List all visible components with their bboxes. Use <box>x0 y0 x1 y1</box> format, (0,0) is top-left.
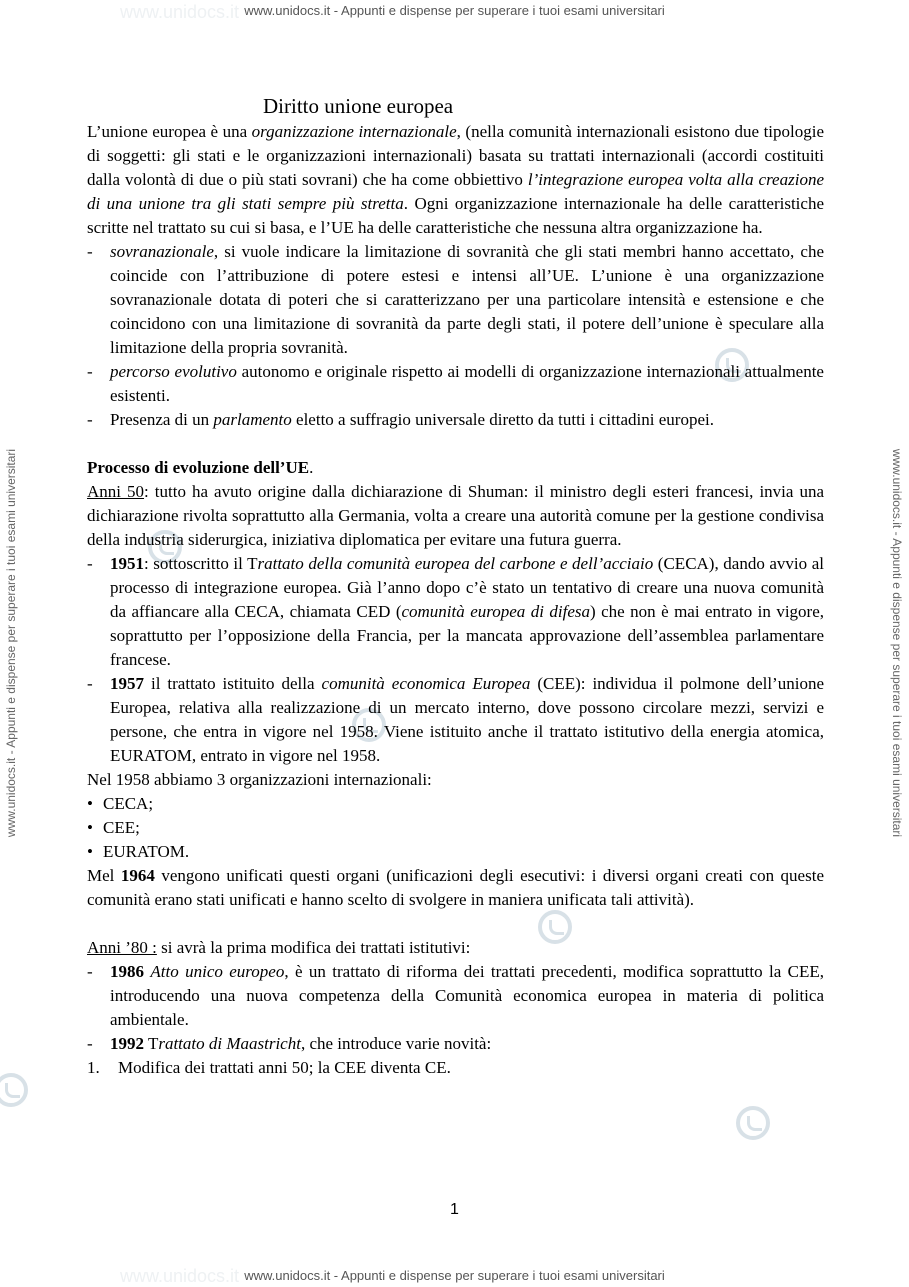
section-heading: Processo di evoluzione dell’UE. <box>87 458 314 477</box>
page-number: 1 <box>450 1201 459 1218</box>
document-body <box>87 92 824 1080</box>
document-title: Diritto unione europea <box>263 94 454 118</box>
list-item-1957: - 1957 il trattato istituito della comunità economica Europea (CEE): individua il polmone dell’unione Europea, relativa alla realizzazione di un mercato interno, dove possono circolare mezzi, servizi e persone, che entra in vigore nel 1958. Viene istituito anche il trattato istitutivo della energia atomica, EURATOM, entrato in vigore nel 1958. <box>87 674 824 765</box>
watermark-ghost-bottom: www.unidocs.it <box>120 1266 240 1286</box>
list-item: • CEE; <box>87 818 140 837</box>
orgs-intro: Nel 1958 abbiamo 3 organizzazioni internazionali: <box>87 770 432 789</box>
list-item: - sovranazionale, si vuole indicare la limitazione di sovranità che gli stati membri hanno accettato, che coincide con l’attribuzione di potere estesi e intensi all’UE. L’unione è una organizzazione sovranazionale dotata di poteri che si caratterizzano per una particolare intensità e estensione e che coincidono con una limitazione di sovranità da parte degli stati, il potere dell’unione è speculare alla limitazione della propria sovranità. <box>87 242 824 357</box>
list-item-1951: - 1951: sottoscritto il Trattato della comunità europea del carbone e dell’acciaio (CECA), dando avvio al processo di integrazione europea. Già l’anno dopo c’è stato un tentativo di creare una nuova comunità da affiancare alla CECA, chiamata CED (comunità europea di difesa) che non è mai entrato in vigore, soprattutto per l’opposizione della Francia, per la mancata approvazione dell’assemblea parlamentare francese. <box>87 554 825 669</box>
list-item-1992: - 1992 Trattato di Maastricht, che introduce varie novità: <box>87 1034 492 1053</box>
list-item: • CECA; <box>87 794 154 813</box>
list-item: - Presenza di un parlamento eletto a suffragio universale diretto da tutti i cittadini europei. <box>87 410 714 429</box>
watermark-banner-bottom: www.unidocs.it - Appunti e dispense per superare i tuoi esami universitari <box>244 1268 665 1283</box>
unification-paragraph: Mel 1964 vengono unificati questi organi (unificazioni degli esecutivi: i diversi organi creati con queste comunità erano stati unificati e hanno scelto di svolgere in maniera unificata tali attività). <box>87 866 824 909</box>
list-item: - percorso evolutivo autonomo e originale rispetto ai modelli di organizzazione internazionali attualmente esistenti. <box>87 362 824 405</box>
anni-80-paragraph: Anni ’80 : si avrà la prima modifica dei trattati istitutivi: <box>87 938 471 957</box>
watermark-logo-icon <box>736 1106 770 1140</box>
list-item-1986: - 1986 Atto unico europeo, è un trattato di riforma dei trattati precedenti, modifica soprattutto la CEE, introducendo una nuova competenza della Comunità economica europea in materia di politica ambientale. <box>87 962 825 1029</box>
watermark-ghost-top: www.unidocs.it <box>120 2 240 22</box>
watermark-side-right: www.unidocs.it - Appunti e dispense per superare i tuoi esami universitari <box>890 448 904 838</box>
numbered-item: 1. Modifica dei trattati anni 50; la CEE diventa CE. <box>87 1058 451 1077</box>
intro-paragraph: L’unione europea è una organizzazione internazionale, (nella comunità internazionali esistono due tipologie di soggetti: gli stati e le organizzazioni internazionali) basata su trattati internazionali (accordi costituiti dalla volontà di due o più stati sovrani) che ha come obbiettivo l’integrazione europea volta alla creazione di una unione tra gli stati sempre più stretta. Ogni organizzazione internazionale ha delle caratteristiche scritte nel trattato su cui si basa, e l’UE ha delle caratteristiche che nessuna altra organizzazione ha. <box>87 122 825 237</box>
list-item: • EURATOM. <box>87 842 190 861</box>
watermark-banner-top: www.unidocs.it - Appunti e dispense per superare i tuoi esami universitari <box>244 3 665 18</box>
anni-50-paragraph: Anni 50: tutto ha avuto origine dalla dichiarazione di Shuman: il ministro degli esteri francesi, invia una dichiarazione rivolta soprattutto alla Germania, volta a creare una autorità comune per la gestione condivisa della industria siderurgica, iniziativa diplomatica per evitare una futura guerra. <box>87 482 824 549</box>
watermark-logo-icon <box>0 1073 28 1107</box>
watermark-side-left: www.unidocs.it - Appunti e dispense per superare i tuoi esami universitari <box>4 448 18 838</box>
